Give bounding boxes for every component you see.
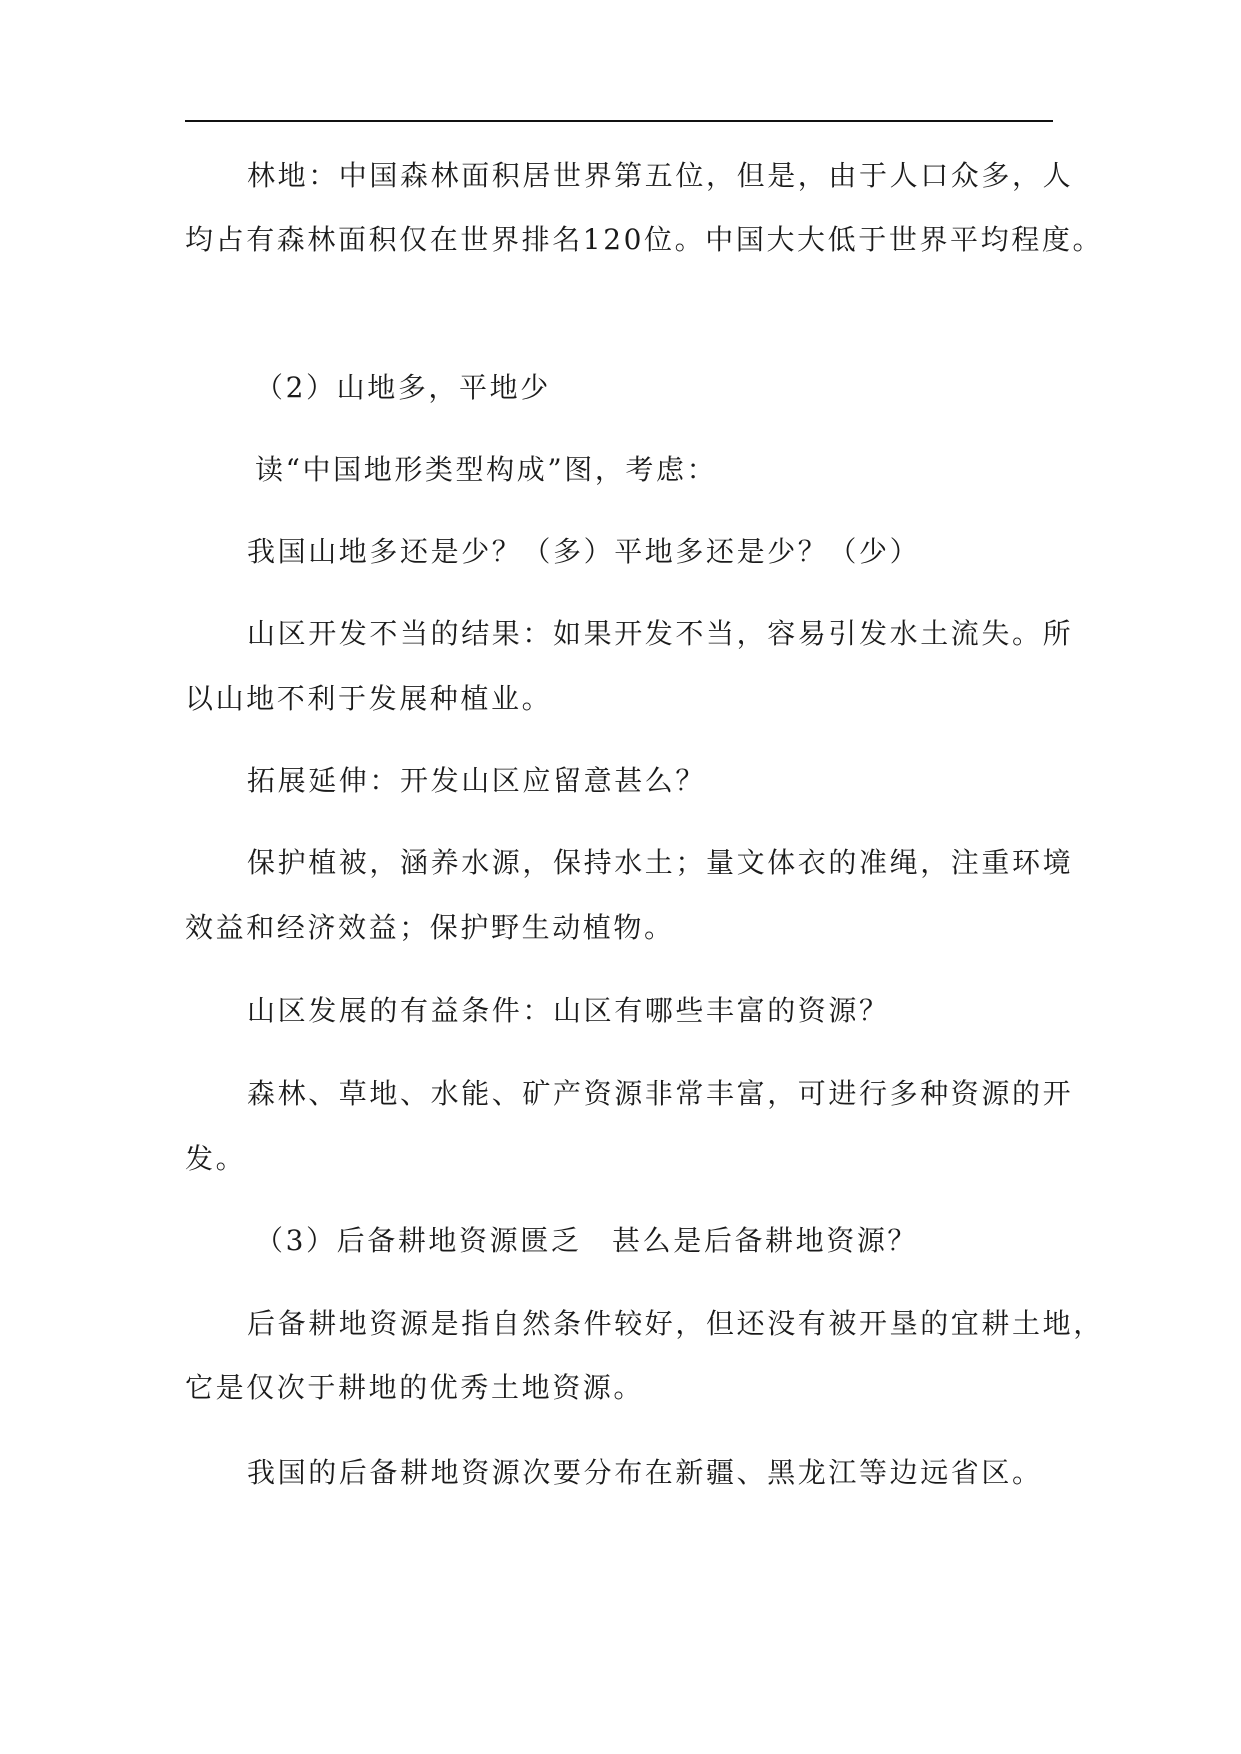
paragraph-favorable-conditions: 山区发展的有益条件：山区有哪些丰富的资源？: [247, 994, 890, 1027]
paragraph-protect-line-1: 保护植被，涵养水源，保持水土；量文体衣的准绳，注重环境: [247, 846, 1074, 879]
paragraph-reserve-line-2: 它是仅次于耕地的优秀土地资源。: [185, 1371, 645, 1404]
paragraph-forest-line-1: 林地：中国森林面积居世界第五位，但是，由于人口众多，人: [247, 159, 1074, 192]
paragraph-distribution: 我国的后备耕地资源次要分布在新疆、黑龙江等边远省区。: [247, 1456, 1043, 1489]
paragraph-protect-line-2: 效益和经济效益；保护野生动植物。: [185, 911, 675, 944]
header-rule: [185, 120, 1053, 122]
section-heading-2: （2）山地多，平地少: [255, 371, 551, 404]
section-heading-3: （3）后备耕地资源匮乏 甚么是后备耕地资源？: [255, 1224, 919, 1257]
paragraph-question-mountains: 我国山地多还是少？（多）平地多还是少？（少）: [247, 535, 921, 568]
paragraph-improper-dev-line-2: 以山地不利于发展种植业。: [185, 682, 553, 715]
paragraph-reserve-line-1: 后备耕地资源是指自然条件较好，但还没有被开垦的宜耕土地，: [247, 1307, 1104, 1340]
paragraph-improper-dev-line-1: 山区开发不当的结果：如果开发不当，容易引发水土流失。所: [247, 617, 1074, 650]
paragraph-resources-line-1: 森林、草地、水能、矿产资源非常丰富，可进行多种资源的开: [247, 1077, 1074, 1110]
paragraph-forest-line-2: 均占有森林面积仅在世界排名120位。中国大大低于世界平均程度。: [185, 223, 1104, 256]
paragraph-extension: 拓展延伸：开发山区应留意甚么？: [247, 764, 707, 797]
paragraph-resources-line-2: 发。: [185, 1142, 247, 1175]
paragraph-read-figure: 读“中国地形类型构成”图，考虑：: [255, 453, 718, 486]
